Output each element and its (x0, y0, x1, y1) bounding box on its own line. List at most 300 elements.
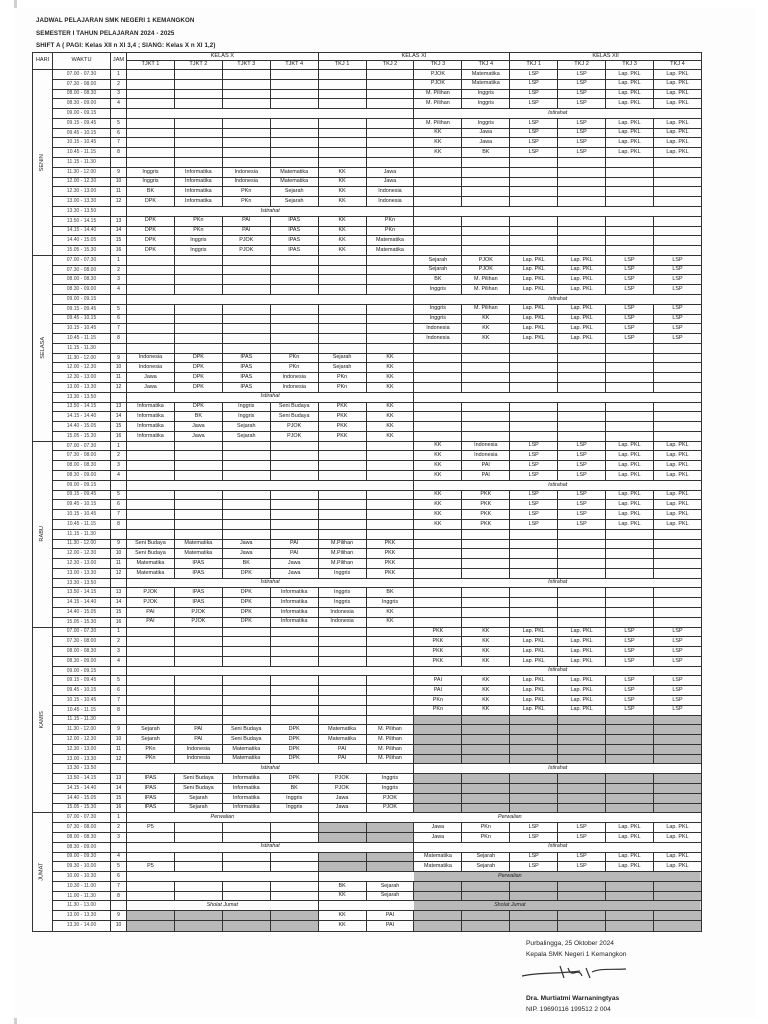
subject-cell: P5 (127, 823, 175, 833)
period-cell (111, 842, 127, 852)
subject-cell: Jawa (318, 803, 366, 813)
subject-cell (174, 99, 222, 109)
subject-cell: Lap. PKL (606, 128, 654, 138)
subject-cell (653, 216, 701, 226)
subject-cell (270, 324, 318, 334)
schedule-row (33, 383, 702, 393)
subject-cell (510, 725, 558, 735)
subject-cell (366, 862, 414, 872)
subject-cell: LSP (653, 647, 701, 657)
subject-cell: LSP (606, 324, 654, 334)
subject-cell: Informatika (222, 803, 270, 813)
subject-cell: Lap. PKL (653, 128, 701, 138)
time-cell: 12.30 - 13.00 (53, 744, 111, 754)
break-cell (127, 480, 414, 490)
subject-cell (558, 216, 606, 226)
schedule-row (33, 148, 702, 158)
subject-cell (606, 617, 654, 627)
subject-cell (270, 70, 318, 80)
subject-cell: Sejarah (366, 881, 414, 891)
subject-cell: BK (174, 412, 222, 422)
group-kelas-xi: KELAS XI (318, 53, 510, 61)
subject-cell: LSP (606, 696, 654, 706)
schedule-row (33, 431, 702, 441)
subject-cell (414, 197, 462, 207)
subject-cell: LSP (558, 99, 606, 109)
subject-cell: PAI (462, 461, 510, 471)
schedule-row (33, 363, 702, 373)
time-cell: 15.05 - 15.30 (53, 431, 111, 441)
schedule-row (33, 373, 702, 383)
subject-cell: Indonesia (414, 334, 462, 344)
subject-cell: Indonesia (222, 167, 270, 177)
subject-cell: Inggris (270, 793, 318, 803)
period-cell: 6 (111, 128, 127, 138)
schedule-row (33, 353, 702, 363)
subject-cell: M. Pilihan (366, 754, 414, 764)
subject-cell: Matematika (222, 744, 270, 754)
subject-cell: Lap. PKL (653, 451, 701, 461)
subject-cell (510, 754, 558, 764)
subject-cell (366, 656, 414, 666)
period-cell: 1 (111, 627, 127, 637)
subject-cell (510, 422, 558, 432)
subject-cell: Lap. PKL (558, 676, 606, 686)
subject-cell: Lap. PKL (653, 832, 701, 842)
subject-cell: LSP (558, 519, 606, 529)
subject-cell (127, 324, 175, 334)
subject-cell: KK (414, 441, 462, 451)
subject-cell: PAI (127, 617, 175, 627)
schedule-row (33, 265, 702, 275)
subject-cell: Sejarah (318, 353, 366, 363)
schedule-row (33, 177, 702, 187)
subject-cell (318, 285, 366, 295)
subject-cell (318, 862, 366, 872)
period-cell: 7 (111, 138, 127, 148)
break-cell: Perwalian (318, 813, 701, 823)
subject-cell (222, 676, 270, 686)
subject-cell (606, 177, 654, 187)
subject-cell (318, 823, 366, 833)
subject-cell: Seni Budaya (222, 735, 270, 745)
subject-cell: DPK (127, 197, 175, 207)
subject-cell: Lap. PKL (510, 696, 558, 706)
subject-cell: Matematika (366, 236, 414, 246)
subject-cell (462, 216, 510, 226)
subject-cell (366, 285, 414, 295)
subject-cell (414, 343, 462, 353)
subject-cell: KK (318, 891, 366, 901)
subject-cell (222, 275, 270, 285)
subject-cell (270, 471, 318, 481)
subject-cell: Sejarah (127, 735, 175, 745)
subject-cell (414, 539, 462, 549)
subject-cell: KK (462, 334, 510, 344)
break-cell: Istirahat (414, 666, 702, 676)
schedule-row (33, 226, 702, 236)
period-cell: 12 (111, 568, 127, 578)
subject-cell: Lap. PKL (606, 79, 654, 89)
subject-cell: Jawa (270, 568, 318, 578)
subject-cell: LSP (653, 705, 701, 715)
subject-cell (462, 803, 510, 813)
subject-cell: IPAS (270, 246, 318, 256)
time-cell: 12.30 - 13.00 (53, 373, 111, 383)
period-cell: 13 (111, 588, 127, 598)
subject-cell (510, 383, 558, 393)
subject-cell: LSP (558, 138, 606, 148)
time-cell: 10.00 - 10.30 (53, 872, 111, 882)
subject-cell (462, 911, 510, 921)
subject-cell: LSP (558, 128, 606, 138)
subject-cell: LSP (558, 510, 606, 520)
subject-cell (510, 363, 558, 373)
class-header: TJKT 3 (222, 61, 270, 70)
subject-cell (222, 715, 270, 725)
subject-cell: IPAS (270, 236, 318, 246)
subject-cell: PKn (366, 226, 414, 236)
subject-cell: Matematika (414, 852, 462, 862)
subject-cell (414, 588, 462, 598)
time-cell: 12.00 - 12.30 (53, 363, 111, 373)
shift-note: SHIFT A ( PAGI: Kelas XII n XI 3,4 ; SIANG: Kelas X n XI 1,2) (36, 42, 216, 49)
subject-cell (558, 246, 606, 256)
subject-cell (414, 735, 462, 745)
subject-cell: Jawa (222, 549, 270, 559)
subject-cell (174, 334, 222, 344)
subject-cell (653, 617, 701, 627)
subject-cell: LSP (558, 89, 606, 99)
subject-cell (653, 197, 701, 207)
subject-cell: KK (318, 236, 366, 246)
period-cell: 16 (111, 617, 127, 627)
subject-cell (174, 128, 222, 138)
subject-cell: Lap. PKL (606, 500, 654, 510)
subject-cell (318, 304, 366, 314)
subject-cell (318, 265, 366, 275)
subject-cell (174, 500, 222, 510)
subject-cell (127, 686, 175, 696)
subject-cell (127, 510, 175, 520)
subject-cell: KK (462, 676, 510, 686)
subject-cell: Jawa (127, 373, 175, 383)
subject-cell: Informatika (222, 774, 270, 784)
subject-cell: LSP (606, 285, 654, 295)
time-cell: 08.00 - 08.30 (53, 89, 111, 99)
subject-cell: Lap. PKL (653, 118, 701, 128)
class-header: TKJ 3 (414, 61, 462, 70)
schedule-row (33, 216, 702, 226)
period-cell: 9 (111, 539, 127, 549)
subject-cell (462, 881, 510, 891)
subject-cell (558, 343, 606, 353)
subject-cell: IPAS (222, 353, 270, 363)
break-cell: Istirahat (127, 842, 414, 852)
subject-cell: Lap. PKL (606, 461, 654, 471)
schedule-row (33, 529, 702, 539)
subject-cell (414, 891, 462, 901)
time-cell: 14.15 - 14.40 (53, 226, 111, 236)
subject-cell: Seni Budaya (127, 549, 175, 559)
schedule-row (33, 285, 702, 295)
period-cell: 7 (111, 510, 127, 520)
subject-cell: M. Pilihan (414, 99, 462, 109)
subject-cell (414, 617, 462, 627)
subject-cell (174, 823, 222, 833)
subject-cell (222, 627, 270, 637)
subject-cell: Inggris (414, 304, 462, 314)
subject-cell: IPAS (127, 803, 175, 813)
period-cell: 3 (111, 89, 127, 99)
subject-cell: LSP (510, 471, 558, 481)
subject-cell: LSP (558, 832, 606, 842)
subject-cell: Inggris (318, 598, 366, 608)
time-cell: 12.30 - 13.00 (53, 559, 111, 569)
subject-cell (653, 177, 701, 187)
day-label: JUMAT (33, 813, 53, 932)
schedule-row (33, 206, 702, 216)
time-cell: 07.00 - 07.30 (53, 441, 111, 451)
schedule-row (33, 392, 702, 402)
time-cell: 09.45 - 10.15 (53, 128, 111, 138)
time-cell: 12.00 - 12.30 (53, 549, 111, 559)
subject-cell: KK (366, 373, 414, 383)
subject-cell: LSP (510, 118, 558, 128)
subject-cell: Inggris (127, 167, 175, 177)
subject-cell (174, 255, 222, 265)
period-cell: 4 (111, 656, 127, 666)
subject-cell (318, 451, 366, 461)
period-cell: 9 (111, 353, 127, 363)
schedule-row (33, 138, 702, 148)
subject-cell (366, 118, 414, 128)
subject-cell: Jawa (174, 422, 222, 432)
subject-cell (127, 334, 175, 344)
schedule-row (33, 607, 702, 617)
subject-cell: PJOK (414, 79, 462, 89)
subject-cell: PJOK (222, 246, 270, 256)
time-cell: 10.30 - 11.00 (53, 881, 111, 891)
subject-cell: LSP (558, 490, 606, 500)
subject-cell: LSP (653, 285, 701, 295)
subject-cell (318, 314, 366, 324)
subject-cell (174, 138, 222, 148)
time-cell: 07.30 - 08.00 (53, 823, 111, 833)
subject-cell (174, 285, 222, 295)
subject-cell: LSP (510, 519, 558, 529)
period-cell: 14 (111, 412, 127, 422)
subject-cell (558, 383, 606, 393)
subject-cell (653, 343, 701, 353)
subject-cell (222, 529, 270, 539)
period-cell: 1 (111, 255, 127, 265)
subject-cell (606, 216, 654, 226)
time-cell: 13.30 - 13.50 (53, 206, 111, 216)
subject-cell (414, 715, 462, 725)
subject-cell: PKK (366, 568, 414, 578)
subject-cell: Indonesia (462, 441, 510, 451)
subject-cell: LSP (510, 441, 558, 451)
period-cell: 8 (111, 148, 127, 158)
subject-cell (510, 920, 558, 931)
schedule-row (33, 656, 702, 666)
subject-cell: LSP (653, 255, 701, 265)
subject-cell (606, 920, 654, 931)
subject-cell: Sejarah (222, 422, 270, 432)
subject-cell (606, 744, 654, 754)
subject-cell (653, 559, 701, 569)
subject-cell: Lap. PKL (653, 490, 701, 500)
subject-cell (127, 881, 175, 891)
break-cell: Istirahat (414, 294, 702, 304)
subject-cell (558, 402, 606, 412)
subject-cell (318, 138, 366, 148)
subject-cell: LSP (606, 637, 654, 647)
time-cell: 12.00 - 12.30 (53, 735, 111, 745)
subject-cell (222, 148, 270, 158)
subject-cell: DPK (127, 216, 175, 226)
subject-cell (174, 79, 222, 89)
subject-cell: Sejarah (414, 255, 462, 265)
class-header: TJKT 4 (270, 61, 318, 70)
subject-cell (510, 539, 558, 549)
subject-cell: BK (222, 559, 270, 569)
subject-cell (318, 627, 366, 637)
period-cell: 15 (111, 236, 127, 246)
subject-cell: LSP (653, 686, 701, 696)
subject-cell: PKn (222, 187, 270, 197)
time-cell: 13.00 - 13.30 (53, 754, 111, 764)
subject-cell (222, 99, 270, 109)
subject-cell: Sejarah (414, 265, 462, 275)
subject-cell: BK (127, 187, 175, 197)
subject-cell (366, 627, 414, 637)
schedule-row (33, 803, 702, 813)
subject-cell: Lap. PKL (653, 70, 701, 80)
subject-cell: LSP (510, 451, 558, 461)
subject-cell: PKn (127, 754, 175, 764)
period-cell (111, 158, 127, 168)
subject-cell (462, 754, 510, 764)
schedule-row (33, 705, 702, 715)
time-cell: 13.30 - 13.50 (53, 764, 111, 774)
subject-cell: Lap. PKL (653, 441, 701, 451)
subject-cell (270, 138, 318, 148)
subject-cell (606, 402, 654, 412)
subject-cell: Lap. PKL (510, 324, 558, 334)
subject-cell (318, 324, 366, 334)
schedule-row (33, 764, 702, 774)
subject-cell: Lap. PKL (558, 255, 606, 265)
subject-cell: Lap. PKL (558, 314, 606, 324)
subject-cell: Seni Budaya (174, 784, 222, 794)
schedule-row (33, 158, 702, 168)
schedule-row (33, 666, 702, 676)
subject-cell: DPK (222, 588, 270, 598)
subject-cell: Lap. PKL (558, 705, 606, 715)
class-header: TJKT 2 (174, 61, 222, 70)
subject-cell (174, 471, 222, 481)
subject-cell: KK (414, 490, 462, 500)
subject-cell: Lap. PKL (510, 314, 558, 324)
period-cell: 4 (111, 99, 127, 109)
subject-cell: Informatika (270, 588, 318, 598)
period-cell: 4 (111, 285, 127, 295)
period-cell: 13 (111, 774, 127, 784)
time-cell: 11.15 - 11.30 (53, 343, 111, 353)
subject-cell: KK (414, 500, 462, 510)
subject-cell: IPAS (270, 216, 318, 226)
subject-cell (462, 735, 510, 745)
period-cell: 11 (111, 373, 127, 383)
subject-cell (462, 158, 510, 168)
subject-cell: Sejarah (270, 187, 318, 197)
subject-cell (366, 715, 414, 725)
time-cell: 09.30 - 10.00 (53, 862, 111, 872)
subject-cell (174, 715, 222, 725)
subject-cell: Lap. PKL (510, 275, 558, 285)
subject-cell (366, 275, 414, 285)
subject-cell (318, 89, 366, 99)
time-cell: 14.15 - 14.40 (53, 784, 111, 794)
subject-cell: DPK (222, 617, 270, 627)
subject-cell (558, 784, 606, 794)
subject-cell (222, 656, 270, 666)
subject-cell: Sejarah (462, 852, 510, 862)
subject-cell (222, 637, 270, 647)
schedule-row (33, 842, 702, 852)
subject-cell: Lap. PKL (510, 705, 558, 715)
subject-cell (462, 607, 510, 617)
schedule-row (33, 754, 702, 764)
subject-cell (270, 451, 318, 461)
subject-cell: LSP (510, 823, 558, 833)
subject-cell (270, 705, 318, 715)
subject-cell (366, 510, 414, 520)
subject-cell (127, 920, 175, 931)
subject-cell (414, 363, 462, 373)
time-cell: 07.00 - 07.30 (53, 255, 111, 265)
subject-cell: KK (318, 197, 366, 207)
subject-cell (558, 774, 606, 784)
subject-cell (127, 148, 175, 158)
subject-cell: Matematika (222, 754, 270, 764)
subject-cell: PKK (462, 490, 510, 500)
period-cell (111, 901, 127, 911)
subject-cell (318, 70, 366, 80)
subject-cell: LSP (510, 99, 558, 109)
subject-cell (558, 167, 606, 177)
period-cell: 16 (111, 431, 127, 441)
subject-cell (222, 79, 270, 89)
schedule-row (33, 246, 702, 256)
time-cell: 14.40 - 15.05 (53, 607, 111, 617)
subject-cell (270, 304, 318, 314)
subject-cell (270, 275, 318, 285)
signature-nip: NIP. 19690116 199512 2 004 (526, 1006, 611, 1013)
subject-cell: Matematika (462, 70, 510, 80)
subject-cell: Inggris (174, 236, 222, 246)
period-cell (111, 480, 127, 490)
subject-cell (558, 793, 606, 803)
subject-cell: LSP (653, 275, 701, 285)
subject-cell (222, 314, 270, 324)
schedule-row (33, 490, 702, 500)
subject-cell: Sejarah (174, 803, 222, 813)
subject-cell: KK (366, 607, 414, 617)
subject-cell (510, 226, 558, 236)
